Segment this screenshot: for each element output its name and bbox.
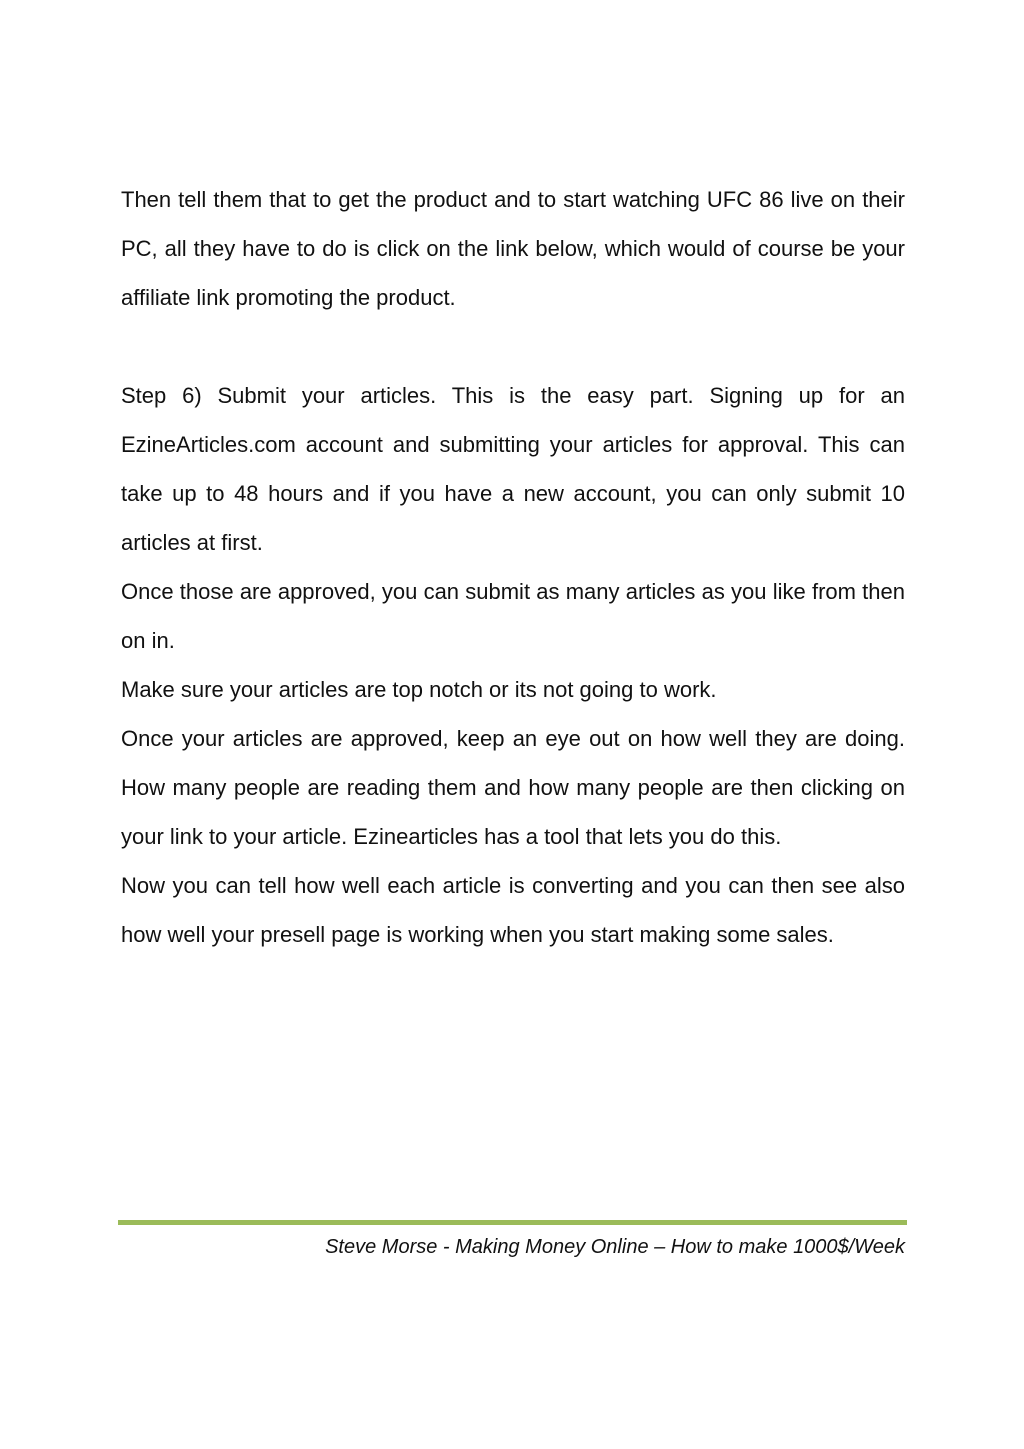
- paragraph-converting: Now you can tell how well each article is converting and you can then see also how well your presell page is working when you start making some sales.: [121, 873, 905, 947]
- paragraph-tracking: Once your articles are approved, keep an eye out on how well they are doing. How many people are reading them and how many people are then clicking on your link to your article. Ezinearticles has a tool that lets you do this.: [121, 726, 905, 849]
- paragraph-ufc-link: Then tell them that to get the product and to start watching UFC 86 live on their PC, all they have to do is click on the link below, which would of course be your affiliate link promoting the product.: [121, 187, 905, 310]
- paragraph-gap: [121, 322, 905, 371]
- paragraph-approved: Once those are approved, you can submit as many articles as you like from then on in.: [121, 579, 905, 653]
- paragraph-top-notch: Make sure your articles are top notch or its not going to work.: [121, 677, 717, 702]
- document-body: [121, 175, 905, 959]
- footer-caption: Steve Morse - Making Money Online – How to make 1000$/Week: [325, 1236, 905, 1258]
- footer-divider: [118, 1220, 907, 1225]
- paragraph-step-6: Step 6) Submit your articles. This is the easy part. Signing up for an EzineArticles.com account and submitting your articles for approval. This can take up to 48 hours and if you have a new account, you can only submit 10 articles at first.: [121, 383, 905, 555]
